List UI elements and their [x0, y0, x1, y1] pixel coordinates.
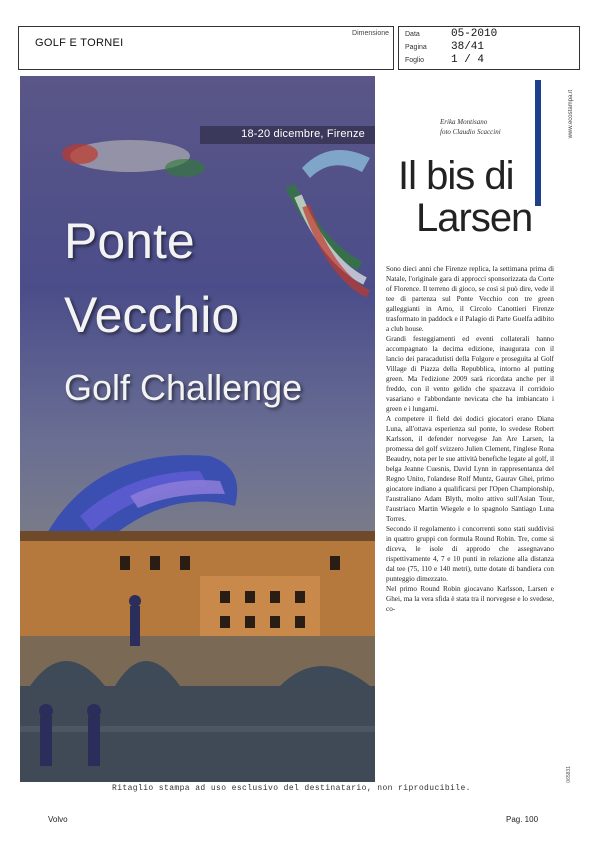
meta-foglio-row [405, 54, 575, 66]
data-value: 05-2010 [451, 28, 498, 40]
article-paragraph: Nel primo Round Robin giocavano Karlsson, Larsen e Ghei, ma la vera sfida è stata tra il norvegese e lo svedese, co- [386, 585, 554, 613]
photo-credit: foto Claudio Scaccini [440, 128, 501, 136]
pagina-value: 38/41 [451, 41, 485, 53]
headline-line1: Il bis di [398, 154, 514, 198]
bridge-buildings [20, 536, 375, 646]
foglio-label: Foglio [405, 57, 425, 64]
photo-illustration [20, 76, 375, 782]
headline-line2: Larsen [416, 196, 533, 240]
dimensione-label: Dimensione [352, 30, 389, 37]
footer-left: Volvo [48, 815, 68, 824]
footer-page: Pag. 100 [506, 815, 539, 824]
accent-bar [535, 80, 541, 206]
section-title: GOLF E TORNEI [35, 37, 124, 49]
header-meta-box [398, 26, 580, 70]
author-credit: Erika Montisano [440, 118, 488, 126]
meta-data-row [405, 28, 575, 40]
date-band [200, 126, 375, 144]
title-vecchio: Vecchio [64, 287, 240, 343]
hero-photo [20, 76, 375, 782]
small-parachute [302, 150, 370, 178]
river-arno [20, 686, 375, 782]
data-label: Data [405, 31, 420, 38]
pagina-label: Pagina [405, 44, 427, 51]
event-date: 18-20 dicembre, Firenze [241, 128, 365, 140]
side-code: 065831 [566, 766, 572, 783]
reproduction-notice: Ritaglio stampa ad uso esclusivo del destinatario, non riproducibile. [112, 784, 471, 793]
title-ponte: Ponte [64, 213, 195, 269]
article-paragraph: Sono dieci anni che Firenze replica, la settimana prima di Natale, l'originale gara di approcci sponsorizzata da Corte of Florence. Il terreno di gioco, se così si può dire, vede il tee di partenza sul Ponte Vecchio con tre green galleggianti in Arno, il Circolo Canottieri Firenze trasformato in paddock e il Palagio di Parte Guelfa adibito a club house. [386, 265, 554, 333]
meta-pagina-row [405, 41, 575, 53]
title-golf-challenge: Golf Challenge [64, 367, 303, 408]
smoke-green [165, 159, 205, 177]
header-title-box [18, 26, 394, 70]
foglio-value: 1 / 4 [451, 54, 485, 66]
article-paragraph: Secondo il regolamento i concorrenti sono stati suddivisi in quattro gruppi con formula Round Robin. Tre, come si diceva, le isole di approdo che assegnavano rispettivamente 4, 7 e 10 punti in relazione alla distanza dal tee (75, 110 e 140 metri), tutte dotate di bandiera con punteggio dimezzato. [386, 525, 554, 583]
smoke-red [62, 144, 98, 164]
article-body [386, 264, 554, 614]
side-url: www.ecostampa.it [568, 90, 574, 139]
article-paragraph: Grandi festeggiamenti ed eventi collaterali hanno accompagnato la decima edizione, inaugurata con il lancio dei paracadutisti della Folgore e proseguita al Golf Village di Piazza della Repubblica, intorno al putting green. Ma l'edizione 2009 sarà ricordata anche per il freddo, con il vento gelido che spazzava il corridoio vasariano e l'abbondante nevicata che ha imbiancato i green e i lungarni. [386, 335, 554, 413]
article-paragraph: A competere il field dei dodici giocatori erano Diana Luna, all'ottava esperienza sul ponte, lo svedese Robert Karlsson, il defender norvegese Jan Are Larsen, la promessa del golf svizzero Julien Clement, l'inglese Rona Beaudry, nota per le sue attività benefiche legate al golf, il belga Jeanne Cuesnis, David Lynn in rappresentanza del Regno Unito, l'olandese Rolf Muntz, Gaurav Ghei, primo giocatore indiano a qualificarsi per l'Open Championship, l'australiano Adam Blyth, molto attivo sull'Asian Tour, l'austriaco Martin Wiegele e lo spagnolo Santiago Luna Torres. [386, 415, 554, 523]
